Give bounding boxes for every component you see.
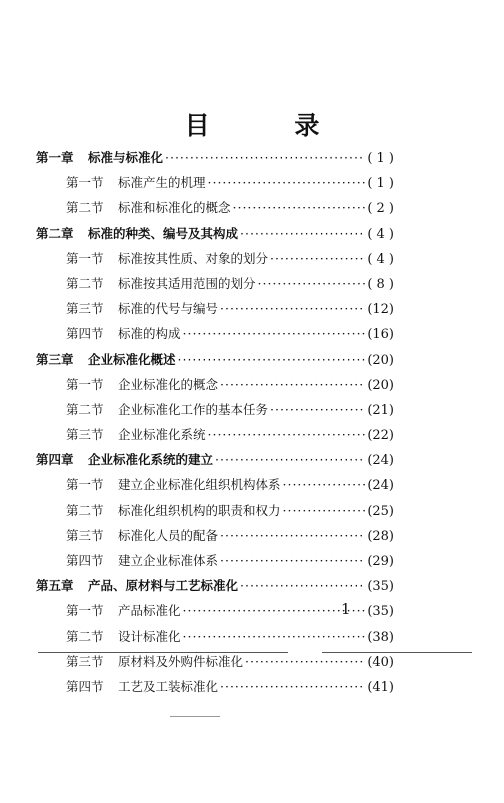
toc-entry-number: 第三节 <box>66 427 104 443</box>
toc-section-row <box>36 677 394 702</box>
toc-section-row <box>36 173 394 198</box>
toc-entry-page: (24) <box>367 453 394 469</box>
toc-dot-leader <box>183 629 366 644</box>
toc-entry-number: 第二节 <box>66 200 104 216</box>
toc-dot-leader <box>245 654 365 669</box>
scan-rule-bottom <box>170 716 220 717</box>
toc-dot-leader <box>208 427 366 442</box>
toc-entry-number: 第四节 <box>66 678 104 694</box>
toc-dot-leader <box>165 150 365 165</box>
toc-dot-leader <box>220 528 365 543</box>
toc-dot-leader <box>220 377 365 392</box>
toc-section-row <box>36 425 394 450</box>
table-of-contents <box>36 148 394 702</box>
toc-entry-page: (20) <box>367 352 394 368</box>
toc-entry-page: ( 4 ) <box>367 251 394 267</box>
toc-entry-page: (24) <box>367 478 394 494</box>
toc-dot-leader <box>178 352 366 367</box>
toc-dot-leader <box>220 553 365 568</box>
toc-entry-title: 建立企业标准化组织机构体系 <box>118 477 281 493</box>
page-title: 目 录 <box>184 111 358 140</box>
toc-entry-title: 标准产生的机理 <box>118 175 206 191</box>
toc-entry-page: (16) <box>367 327 394 343</box>
toc-dot-leader <box>270 251 365 266</box>
toc-section-row <box>36 501 394 526</box>
toc-entry-page: (35) <box>367 604 394 620</box>
toc-entry-number: 第三章 <box>36 351 74 367</box>
toc-entry-title: 标准按其性质、对象的划分 <box>118 250 269 266</box>
toc-entry-page: ( 2 ) <box>367 201 394 217</box>
toc-entry-page: (40) <box>367 654 394 670</box>
toc-chapter-row <box>36 450 394 475</box>
toc-entry-number: 第二节 <box>66 628 104 644</box>
toc-entry-number: 第一节 <box>66 477 104 493</box>
toc-entry-page: ( 1 ) <box>367 151 394 166</box>
toc-entry-title: 产品标准化 <box>118 603 181 619</box>
toc-entry-number: 第二节 <box>66 275 104 291</box>
toc-entry-title: 设计标准化 <box>118 628 181 644</box>
toc-entry-title: 标准的代号与编号 <box>118 301 219 317</box>
toc-section-row <box>36 551 394 576</box>
toc-entry-page: ( 4 ) <box>367 226 394 242</box>
toc-entry-title: 企业标准化工作的基本任务 <box>118 401 269 417</box>
toc-entry-page: (21) <box>367 402 394 418</box>
toc-entry-page: (28) <box>367 528 394 544</box>
toc-section-row <box>36 375 394 400</box>
toc-dot-leader <box>240 578 365 593</box>
toc-section-row <box>36 249 394 274</box>
toc-entry-page: (12) <box>367 302 394 318</box>
toc-entry-number: 第一节 <box>66 250 104 266</box>
toc-dot-leader <box>233 200 366 215</box>
toc-section-row <box>36 526 394 551</box>
toc-dot-leader <box>183 326 366 341</box>
toc-entry-title: 标准化组织机构的职责和权力 <box>118 502 281 518</box>
toc-entry-number: 第一节 <box>66 603 104 619</box>
toc-entry-title: 产品、原材料与工艺标准化 <box>88 578 239 594</box>
toc-section-row <box>36 475 394 500</box>
toc-entry-title: 标准按其适用范围的划分 <box>118 275 256 291</box>
toc-entry-page: (22) <box>367 428 394 444</box>
toc-dot-leader <box>283 503 366 518</box>
toc-dot-leader <box>220 679 365 694</box>
toc-entry-page: (29) <box>367 554 394 569</box>
toc-entry-number: 第四节 <box>66 553 104 568</box>
scan-rule-right <box>322 652 472 653</box>
toc-entry-number: 第四节 <box>66 326 104 342</box>
toc-chapter-row <box>36 148 394 173</box>
toc-entry-page: (20) <box>367 377 394 393</box>
toc-dot-leader <box>270 402 365 417</box>
toc-entry-title: 标准的构成 <box>118 326 181 342</box>
toc-entry-page: ( 1 ) <box>367 176 394 192</box>
toc-entry-title: 标准化人员的配备 <box>118 527 219 543</box>
toc-entry-title: 建立企业标准体系 <box>118 553 219 568</box>
toc-entry-title: 企业标准化的概念 <box>118 376 219 392</box>
toc-section-row <box>36 400 394 425</box>
toc-entry-number: 第二节 <box>66 502 104 518</box>
toc-entry-title: 企业标准化系统 <box>118 427 206 443</box>
toc-dot-leader <box>215 452 365 467</box>
toc-dot-leader <box>208 175 366 190</box>
toc-entry-number: 第一节 <box>66 376 104 392</box>
toc-chapter-row <box>36 224 394 249</box>
toc-entry-title: 原材料及外购件标准化 <box>118 653 244 669</box>
toc-chapter-row <box>36 576 394 601</box>
toc-entry-title: 企业标准化概述 <box>88 351 176 367</box>
scan-rule-left <box>38 652 288 653</box>
toc-section-row <box>36 627 394 652</box>
toc-entry-number: 第三节 <box>66 301 104 317</box>
toc-entry-title: 工艺及工装标准化 <box>118 678 219 694</box>
toc-entry-number: 第二章 <box>36 225 74 241</box>
toc-section-row <box>36 299 394 324</box>
toc-entry-number: 第三节 <box>66 527 104 543</box>
toc-entry-page: (38) <box>367 629 394 645</box>
toc-entry-page: (25) <box>367 503 394 519</box>
toc-entry-page: (35) <box>367 579 394 595</box>
page-number: 1 <box>341 600 351 618</box>
toc-dot-leader <box>283 477 366 492</box>
toc-section-row <box>36 198 394 223</box>
toc-entry-title: 标准的种类、编号及其构成 <box>88 225 239 241</box>
toc-entry-number: 第一节 <box>66 175 104 191</box>
toc-section-row <box>36 324 394 349</box>
toc-dot-leader <box>258 276 366 291</box>
toc-entry-number: 第三节 <box>66 653 104 669</box>
toc-dot-leader <box>220 301 365 316</box>
toc-chapter-row <box>36 350 394 375</box>
toc-dot-leader <box>183 603 366 618</box>
toc-entry-number: 第一章 <box>36 150 74 165</box>
toc-entry-title: 企业标准化系统的建立 <box>88 452 214 468</box>
toc-entry-title: 标准和标准化的概念 <box>118 200 231 216</box>
toc-section-row <box>36 652 394 677</box>
toc-entry-number: 第四章 <box>36 452 74 468</box>
toc-section-row <box>36 274 394 299</box>
toc-entry-title: 标准与标准化 <box>88 150 164 165</box>
toc-entry-page: ( 8 ) <box>367 276 394 292</box>
toc-entry-number: 第五章 <box>36 578 74 594</box>
toc-entry-number: 第二节 <box>66 401 104 417</box>
toc-dot-leader <box>240 226 365 241</box>
toc-entry-page: (41) <box>367 679 394 695</box>
